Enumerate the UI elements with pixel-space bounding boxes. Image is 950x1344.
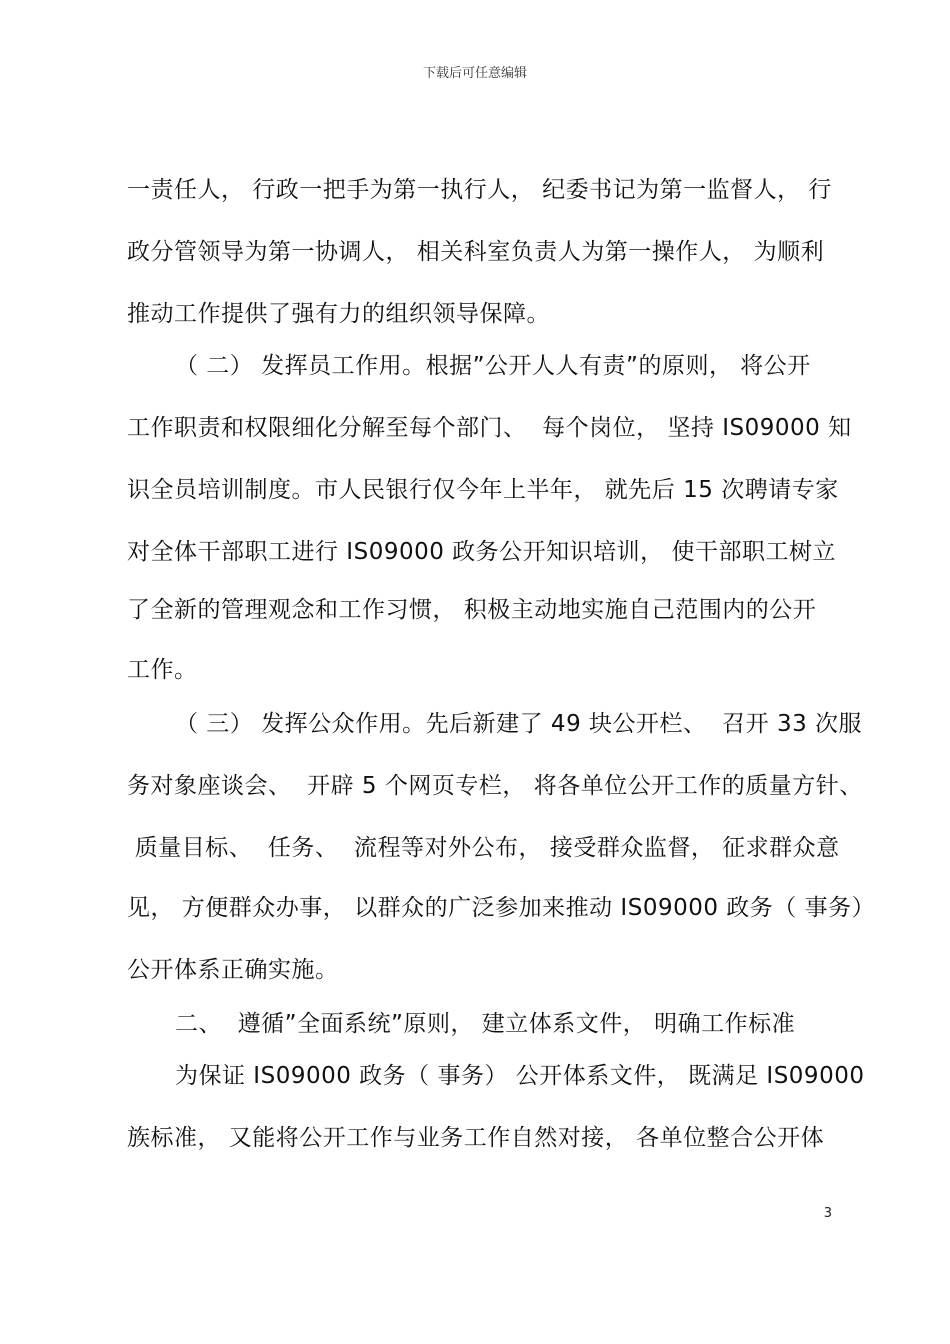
body-line-9: 工作。 [127, 657, 198, 683]
body-line-1: 一责任人， 行政一把手为第一执行人， 纪委书记为第一监督人， 行 [127, 177, 832, 203]
page-number: 3 [823, 1206, 832, 1221]
body-line-16: 为保证 IS09000 政务（ 事务） 公开体系文件， 既满足 IS09000 [175, 1063, 865, 1089]
body-line-3: 推动工作提供了强有力的组织领导保障。 [127, 301, 550, 327]
body-line-7: 对全体干部职工进行 IS09000 政务公开知识培训， 使干部职工树立 [127, 539, 836, 565]
body-line-11: 务对象座谈会、 开辟 5 个网页专栏， 将各单位公开工作的质量方针、 [127, 773, 863, 799]
section-heading: 二、 遵循”全面系统”原则， 建立体系文件， 明确工作标准 [175, 1011, 796, 1037]
body-line-12: 质量目标、 任务、 流程等对外公布， 接受群众监督， 征求群众意 [127, 835, 840, 861]
body-line-5: 工作职责和权限细化分解至每个部门、 每个岗位， 坚持 IS09000 知 [127, 415, 852, 441]
body-line-8: 了全新的管理观念和工作习惯， 积极主动地实施自己范围内的公开 [127, 597, 817, 623]
body-line-6: 识全员培训制度。市人民银行仅今年上半年， 就先后 15 次聘请专家 [127, 477, 839, 503]
body-line-14: 公开体系正确实施。 [127, 957, 339, 983]
body-line-13: 见， 方便群众办事， 以群众的广泛参加来推动 IS09000 政务（ 事务） [127, 895, 876, 921]
body-line-17: 族标准， 又能将公开工作与业务工作自然对接， 各单位整合公开体 [127, 1125, 825, 1151]
page-header: 下载后可任意编辑 [422, 66, 527, 81]
body-line-4: （ 二） 发挥员工作用。根据”公开人人有责”的原则， 将公开 [175, 353, 811, 379]
body-line-10: （ 三） 发挥公众作用。先后新建了 49 块公开栏、 召开 33 次服 [175, 711, 863, 737]
body-line-2: 政分管领导为第一协调人， 相关科室负责人为第一操作人， 为顺利 [127, 239, 825, 265]
